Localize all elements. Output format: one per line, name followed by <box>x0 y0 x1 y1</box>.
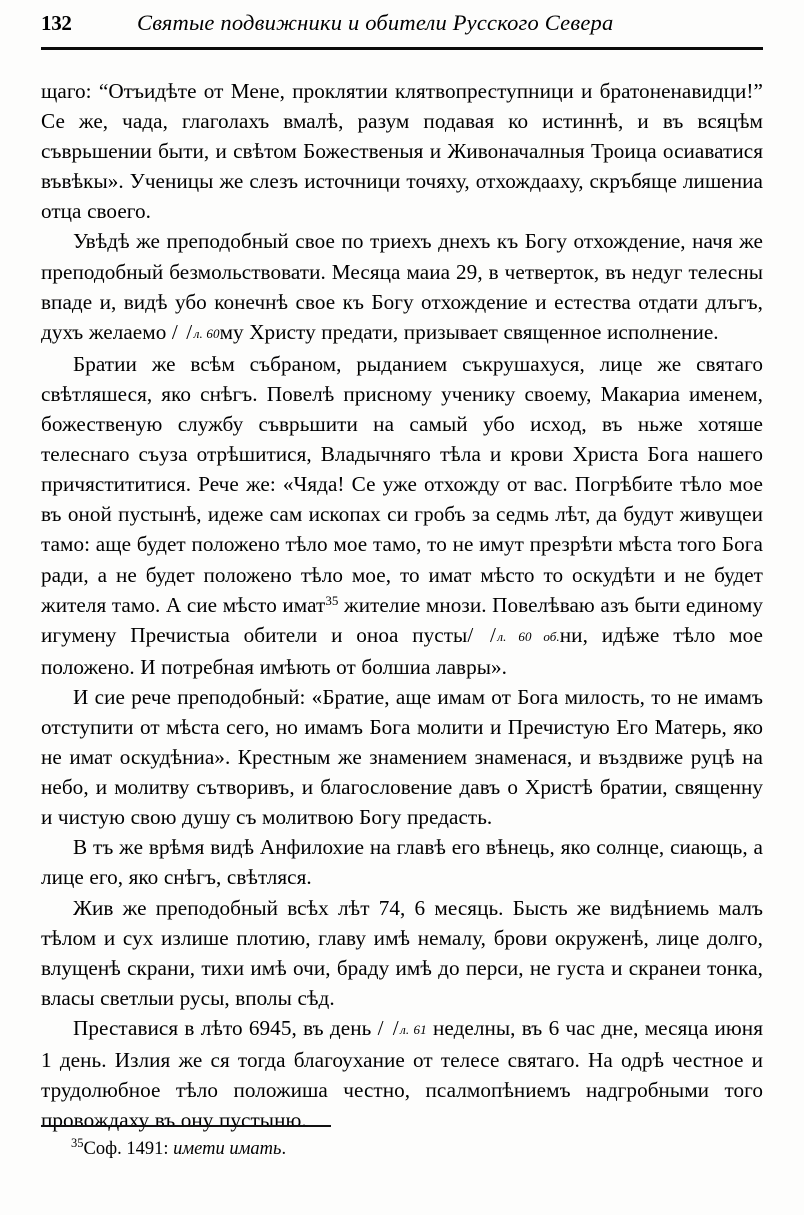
folio-break-marker: / / <box>171 319 194 344</box>
running-head <box>41 12 763 46</box>
paragraph: Преставися в лѣто 6945, въ день / /л. 61 неделны, въ 6 час дне, месяца июня 1 день. Излия же ся тогда благоухание от телесе святаго. На одрѣ честное и трудолюбное тѣло положиша честно, псалмопѣниемъ надгробными того провождаху въ ону пустыню. <box>41 1015 763 1133</box>
paragraph: Братии же всѣм събраном, рыданием съкрушахуся, лице же святаго свѣтляшеся, яко снѣгъ. Повелѣ присному ученику своему, Макариа именем, божественую службу съврьшити на самый убо исход, въ ньже хотяше телеснаго съуза отрѣшитися, Владычняго тѣла и крови Христа Бога нашего причястититися. Рече же: «Чяда! Се уже отхожду от вас. Погрѣбите тѣло мое въ оной пустынѣ, идеже сам ископах си гробъ за седмь лѣт, да будут живущеи тамо: аще будет положено тѣло мое тамо, то не имут презрѣти мѣста того Бога ради, а не будет положено тѣло мое, то имат мѣсто то оскудѣти и не будет жителя тамо. А сие мѣсто имат$^{35}$ жителие мнози. Повелѣваю азъ быти единому игумену Пречистыа обители и оноа пусты/ /л. 60 об.ни, идѣже тѣло мое положено. И потребная имѣють от болшиа лавры». <box>41 351 763 679</box>
paragraph: И сие рече преподобный: «Братие, аще имам от Бога милость, то не имамъ отступити от мѣста сего, но имамъ Бога молити и Пречистую Его Матерь, яко не имат оскудѣниа». Крестным же знамением знаменася, и въздвиже руцѣ на небо, и молитву сътворивъ, и благословение давъ о Христѣ братии, священну и чистую свою душу съ молитвою Богу предасть. <box>41 684 763 830</box>
footnote <box>41 1136 763 1162</box>
footnote-reference[interactable]: 35 <box>325 592 339 608</box>
paragraph: Жив же преподобный всѣх лѣт 74, 6 месяць. Бысть же видѣниемь малъ тѣлом и сух излише плотию, главу имѣ немалу, брови окруженѣ, лице долго, влущенѣ скрани, тихи имѣ очи, браду имѣ до перси, не густа и скранеи тонка, власы светлыи русы, вполы сѣд. <box>41 895 763 1010</box>
marginal-folio-note: л. 60 об. <box>497 628 560 644</box>
marginal-folio-note: л. 60 <box>193 325 220 341</box>
folio-break-marker: / / <box>377 1015 401 1040</box>
page-number: 132 <box>41 11 72 35</box>
footnote-number: 35 <box>71 1136 84 1150</box>
running-head-title: Святые подвижники и обители Русского Севера <box>137 10 614 35</box>
header-rule <box>41 47 763 50</box>
footnote-source: Соф. 1491: <box>83 1139 174 1159</box>
paragraph: В тъ же врѣмя видѣ Анфилохие на главѣ его вѣнець, яко солнце, сиающь, а лице его, яко снѣгъ, свѣтляся. <box>41 835 763 890</box>
folio-break-marker: / / <box>467 622 498 647</box>
footnote-separator-rule <box>41 1125 331 1127</box>
paragraph: щаго: “Отъидѣте от Мене, проклятии клятвопреступници и братоненавидци!” Се же, чада, глаголахъ вмалѣ, разум подавая ко истиннѣ, и въ всяцѣм съврьшении быти, и свѣтом Божественыя и Живоначалныя Троица осиаватися въвѣкы». Ученицы же слезъ источници точяху, отхождааху, скръбяще лишениа отца своего. <box>41 79 763 224</box>
paragraph: Увѣдѣ же преподобный свое по триехъ днехъ къ Богу отхождение, начя же преподобный безмольствовати. Месяца маиа 29, в четверток, въ недуг телесны впаде и, видѣ убо конечнѣ свое къ Богу отхождение и естества отдати длъгъ, духъ желаемо / /л. 60му Христу предати, призывает священное исполнение. <box>41 229 763 344</box>
footnote-terminator: . <box>281 1139 287 1159</box>
marginal-folio-note: л. 61 <box>400 1021 427 1037</box>
body-text <box>41 76 763 1135</box>
footnote-citation: имети имать <box>173 1139 282 1159</box>
